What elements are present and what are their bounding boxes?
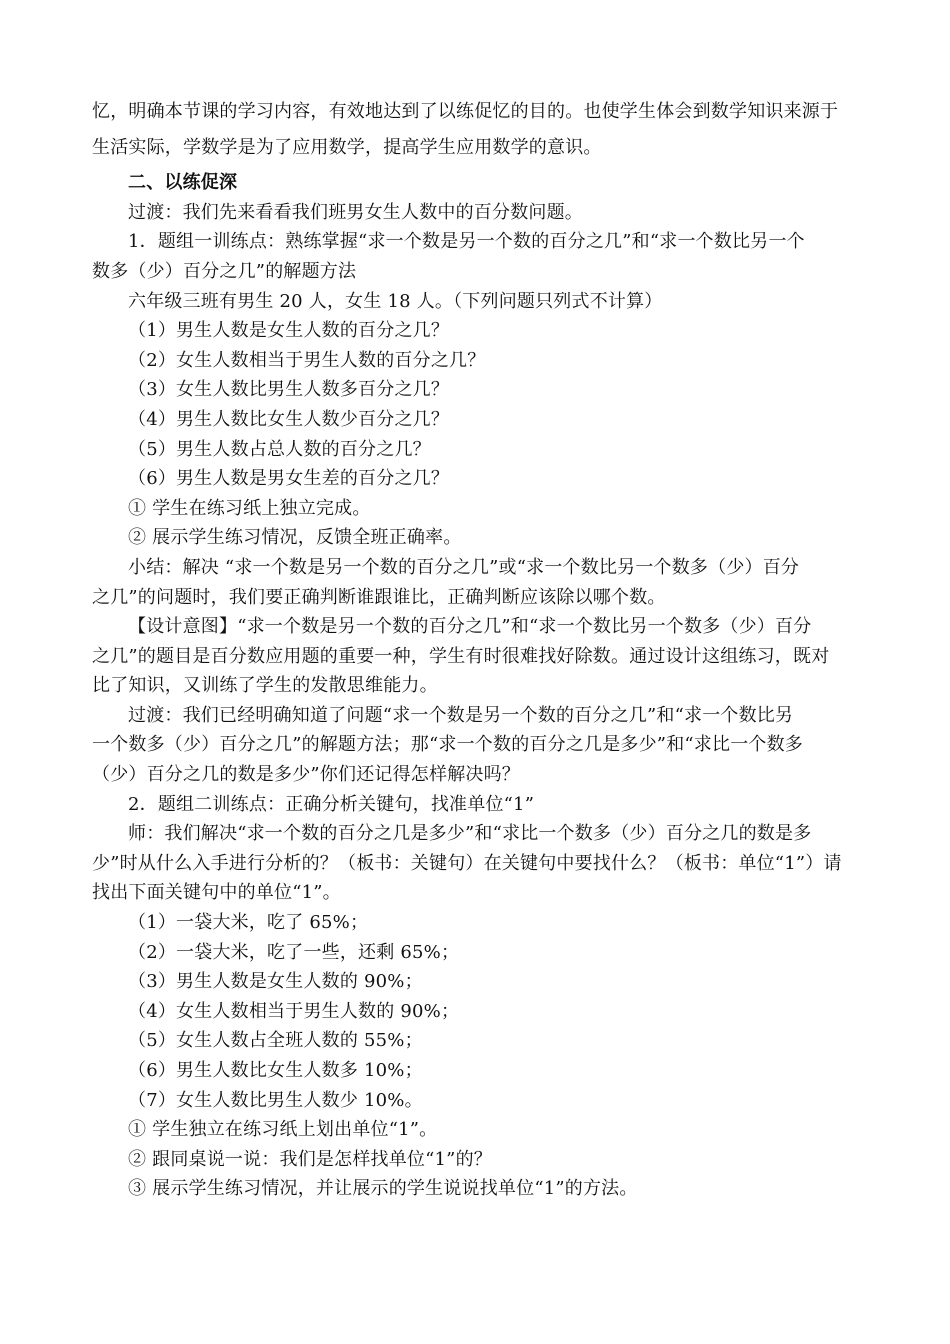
group1-problem: 六年级三班有男生 20 人，女生 18 人。（下列问题只列式不计算）: [128, 290, 663, 312]
intro-line-1: 忆，明确本节课的学习内容，有效地达到了以练促忆的目的。也使学生体会到数学知识来源于: [92, 101, 839, 122]
group1-summary-line-2: 之几”的问题时，我们要正确判断谁跟谁比，正确判断应该除以哪个数。: [92, 586, 666, 608]
section-heading: 二、以练促深: [128, 172, 238, 194]
group2-step: ② 跟同桌说一说：我们是怎样找单位“1”的？: [128, 1148, 492, 1170]
group1-step: ② 展示学生练习情况，反馈全班正确率。: [128, 527, 462, 549]
group1-question: （4）男生人数比女生人数少百分之几？: [128, 408, 450, 430]
design-intent-line-2: 之几”的题目是百分数应用题的重要一种，学生有时很难找好除数。通过设计这组练习，既对: [92, 645, 830, 667]
group1-step: ① 学生在练习纸上独立完成。: [128, 497, 371, 519]
intro-line-2: 生活实际，学数学是为了应用数学，提高学生应用数学的意识。: [92, 136, 602, 158]
group1-question: （6）男生人数是男女生差的百分之几？: [128, 468, 450, 490]
design-intent-line-3: 比了知识，又训练了学生的发散思维能力。: [92, 675, 438, 697]
group2-item: （7）女生人数比男生人数少 10%。: [128, 1089, 423, 1111]
group2-teacher-line-2: 少”时从什么入手进行分析的？（板书：关键句）在关键句中要找什么？（板书：单位“1”）请: [92, 852, 842, 874]
group1-title-line-2: 数多（少）百分之几”的解题方法: [92, 260, 357, 282]
group2-item: （4）女生人数相当于男生人数的 90%；: [128, 1000, 460, 1022]
group2-item: （3）男生人数是女生人数的 90%；: [128, 971, 423, 993]
group2-item: （5）女生人数占全班人数的 55%；: [128, 1030, 423, 1052]
group1-title-line-1: 1．题组一训练点：熟练掌握“求一个数是另一个数的百分之几”和“求一个数比另一个: [128, 231, 805, 253]
transition-2-line-1: 过渡：我们已经明确知道了问题“求一个数是另一个数的百分之几”和“求一个数比另: [128, 704, 794, 726]
group1-question: （2）女生人数相当于男生人数的百分之几？: [128, 349, 486, 371]
group1-question: （5）男生人数占总人数的百分之几？: [128, 438, 431, 460]
transition-1: 过渡：我们先来看看我们班男女生人数中的百分数问题。: [128, 201, 583, 223]
group2-step: ① 学生独立在练习纸上划出单位“1”。: [128, 1119, 438, 1141]
design-intent-line-1: 【设计意图】“求一个数是另一个数的百分之几”和“求一个数比另一个数多（少）百分: [128, 616, 812, 638]
group2-step: ③ 展示学生练习情况，并让展示的学生说说找单位“1”的方法。: [128, 1178, 638, 1200]
transition-2-line-2: 一个数多（少）百分之几”的解题方法；那“求一个数的百分之几是多少”和“求比一个数多: [92, 734, 804, 756]
group2-item: （6）男生人数比女生人数多 10%；: [128, 1060, 423, 1081]
group2-item: （2）一袋大米，吃了一些，还剩 65%；: [128, 941, 460, 963]
group1-question: （3）女生人数比男生人数多百分之几？: [128, 379, 450, 401]
document-page: [92, 97, 862, 1204]
group2-teacher-line-1: 师：我们解决“求一个数的百分之几是多少”和“求比一个数多（少）百分之几的数是多: [128, 823, 812, 845]
transition-2-line-3: （少）百分之几的数是多少”你们还记得怎样解决吗？: [92, 764, 520, 786]
group2-title: 2．题组二训练点：正确分析关键句，找准单位“1”: [128, 793, 535, 815]
group2-item: （1）一袋大米，吃了 65%；: [128, 912, 369, 934]
group1-question: （1）男生人数是女生人数的百分之几？: [128, 320, 450, 342]
group2-teacher-line-3: 找出下面关键句中的单位“1”。: [92, 882, 341, 904]
group1-summary-line-1: 小结：解决 “求一个数是另一个数的百分之几”或“求一个数比另一个数多（少）百分: [128, 556, 800, 578]
